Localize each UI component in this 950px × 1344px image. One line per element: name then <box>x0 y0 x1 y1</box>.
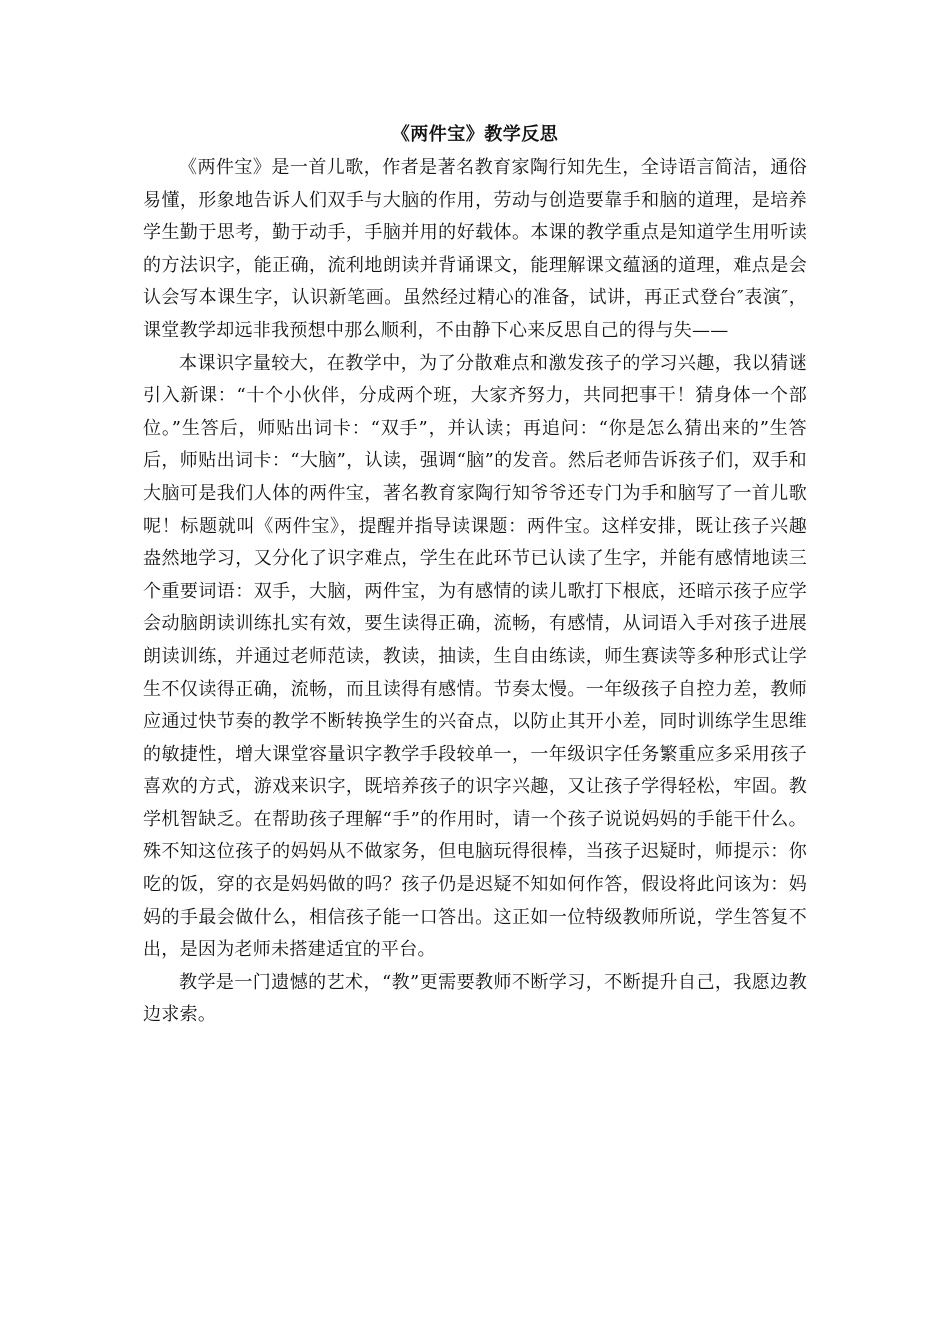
paragraph-conclusion: 教学是一门遗憾的艺术，“教”更需要教师不断学习，不断提升自己，我愿边教边求索。 <box>143 971 807 1026</box>
paragraph-intro: 《两件宝》是一首儿歌，作者是著名教育家陶行知先生，全诗语言简洁，通俗易懂，形象地告诉人们双手与大脑的作用，劳动与创造要靠手和脑的道理，是培养学生勤于思考，勤于动手，手脑并用的好载体。本课的教学重点是知道学生用听读的方法识字，能正确，流利地朗读并背诵课文，能理解课文蕴涵的道理，难点是会认会写本课生字，认识新笔画。虽然经过精心的准备，试讲，再正式登台″表演″，课堂教学却远非我预想中那么顺利，不由静下心来反思自己的得与失—— <box>143 157 807 341</box>
document-title: 《两件宝》教学反思 <box>391 124 559 145</box>
document-body <box>143 122 807 1032</box>
paragraph-reflection: 本课识字量较大，在教学中，为了分散难点和激发孩子的学习兴趣，我以猜谜引入新课：“十个小伙伴，分成两个班，大家齐努力，共同把事干！猜身体一个部位。”生答后，师贴出词卡：“双手”，并认读；再追问：“你是怎么猜出来的”生答后，师贴出词卡：“大脑”，认读，强调“脑”的发音。然后老师告诉孩子们，双手和大脑可是我们人体的两件宝，著名教育家陶行知爷爷还专门为手和脑写了一首儿歌呢！标题就叫《两件宝》，提醒并指导读课题：两件宝。这样安排，既让孩子兴趣盎然地学习，又分化了识字难点，学生在此环节已认读了生字，并能有感情地读三个重要词语：双手，大脑，两件宝，为有感情的读儿歌打下根底，还暗示孩子应学会动脑朗读训练扎实有效，要生读得正确，流畅，有感情，从词语入手对孩子进展朗读训练，并通过老师范读，教读，抽读，生自由练读，师生赛读等多种形式让学生不仅读得正确，流畅，而且读得有感情。节奏太慢。一年级孩子自控力差，教师应通过快节奏的教学不断转换学生的兴奋点，以防止其开小差，同时训练学生思维的敏捷性，增大课堂容量识字教学手段较单一，一年级识字任务繁重应多采用孩子喜欢的方式，游戏来识字，既培养孩子的识字兴趣，又让孩子学得轻松，牢固。教学机智缺乏。在帮助孩子理解“手”的作用时，请一个孩子说说妈妈的手能干什么。殊不知这位孩子的妈妈从不做家务，但电脑玩得很棒，当孩子迟疑时，师提示：你吃的饭，穿的衣是妈妈做的吗？孩子仍是迟疑不知如何作答，假设将此问该为：妈妈的手最会做什么，相信孩子能一口答出。这正如一位特级教师所说，学生答复不出，是因为老师未搭建适宜的平台。 <box>143 352 807 961</box>
